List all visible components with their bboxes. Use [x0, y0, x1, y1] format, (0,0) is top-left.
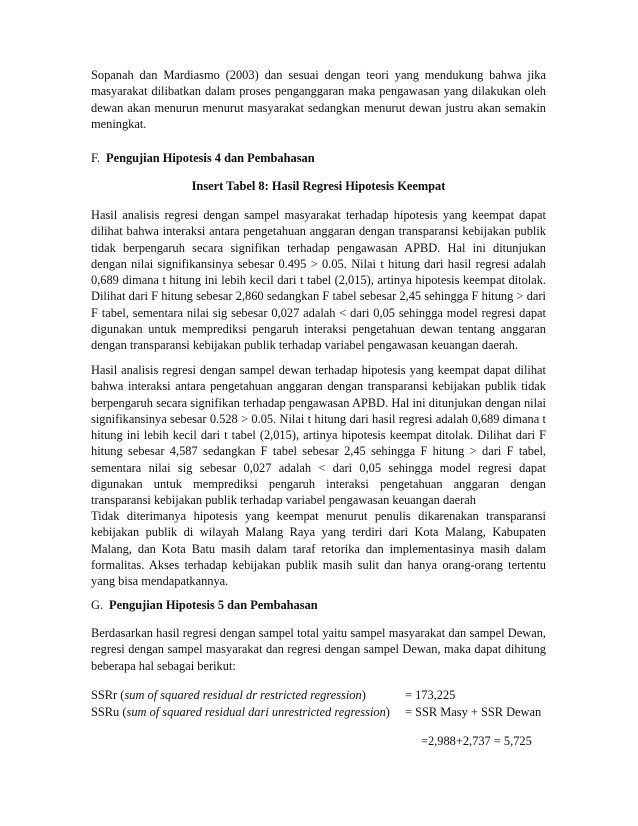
paragraph-total-sample: Berdasarkan hasil regresi dengan sampel total yaitu sampel masyarakat dan sampel Dewan, regresi dengan sampel masyarakat dan regresi dengan sampel Dewan, maka dapat dihitung beberapa hal sebagai berikut:	[91, 626, 546, 673]
paragraph-dewan-regression: Hasil analisis regresi dengan sampel dewan terhadap hipotesis yang keempat dapat dilihat bahwa interaksi antara pengetahuan anggaran dengan transparansi kebijakan publik tidak berpengaruh secara signifikan terhadap pengawasan APBD. Hal ini ditunjukan dengan nilai signifikansinya sebesar 0.528 > 0.05. Nilai t hitung dari hasil regresi adalah 0,689 dimana t hitung ini lebih kecil dari t tabel (2,015), artinya hipotesis keempat ditolak. Dilihat dari F hitung sebesar 4,587 sedangkan F tabel sebesar 2,45 sehingga F hitung > dari F tabel, sementara nilai sig sebesar 0,027 adalah < dari 0,05 sehingga model regresi dapat digunakan untuk memprediksi pengaruh interaksi pengetahuan anggaran dengan transparansi kebijakan publik terhadap variabel pengawasan keuangan daerah	[91, 363, 546, 508]
ssr-abbr: SSRr	[91, 688, 118, 702]
section-heading-g	[91, 597, 546, 613]
ssr-restricted-value: = 173,225	[405, 688, 456, 702]
section-letter: F.	[91, 151, 100, 165]
ssr-unrestricted-row	[91, 704, 561, 721]
paren-open: (	[120, 688, 125, 702]
paren-open: (	[122, 705, 127, 719]
paragraph-sopanah: Sopanah dan Mardiasmo (2003) dan sesuai dengan teori yang mendukung bahwa jika masyarakat dilibatkan dalam proses penganggaran maka pengawasan yang dilakukan oleh dewan akan menurun menurut masyarakat sedangkan menurut dewan justru akan semakin meningkat.	[91, 68, 546, 131]
ssr-description: sum of squared residual dari unrestricted regression	[126, 705, 386, 719]
paragraph-masyarakat-regression: Hasil analisis regresi dengan sampel masyarakat terhadap hipotesis yang keempat dapat dilihat bahwa interaksi antara pengetahuan anggaran dengan transparansi kebijakan publik tidak berpengaruh secara signifikan terhadap pengawasan APBD. Hal ini ditunjukan dengan nilai signifikansinya sebesar 0.495 > 0.05. Nilai t hitung dari hasil regresi adalah 0,689 dimana t hitung ini lebih kecil dari t tabel (2,015), artinya hipotesis keempat ditolak. Dilihat dari F hitung sebesar 2,860 sedangkan F tabel sebesar 2,45 sehingga F hitung > dari F tabel, sementara nilai sig sebesar 0,027 adalah < dari 0,05 sehingga model regresi dapat digunakan untuk memprediksi pengaruh interaksi pengetahuan dewan tentang anggaran dengan transparansi kebijakan publik terhadap variabel pengawasan keuangan daerah.	[91, 208, 546, 353]
ssr-unrestricted-value: = SSR Masy + SSR Dewan	[405, 705, 542, 719]
ssr-unrestricted-label	[91, 704, 390, 720]
paren-close: )	[361, 688, 366, 702]
ssr-abbr: SSRu	[91, 705, 120, 719]
section-letter: G.	[91, 598, 104, 612]
section-title: Pengujian Hipotesis 4 dan Pembahasan	[106, 151, 315, 165]
table-insert-title: Insert Tabel 8: Hasil Regresi Hipotesis Keempat	[191, 179, 446, 193]
paragraph-hypothesis-rejected: Tidak diterimanya hipotesis yang keempat menurut penulis dikarenakan transparansi kebijakan publik di wilayah Malang Raya yang terdiri dari Kota Malang, Kabupaten Malang, dan Kota Batu masih dalam taraf retorika dan implementasinya masih dalam formalitas. Akses terhadap kebijakan publik masih sulit dan hanya orang-orang tertentu yang bisa mendapatkannya.	[91, 509, 546, 589]
ssr-description: sum of squared residual dr restricted regression	[124, 688, 362, 702]
section-title: Pengujian Hipotesis 5 dan Pembahasan	[109, 598, 318, 612]
section-heading-f	[91, 150, 546, 166]
ssr-restricted-row	[91, 687, 561, 704]
paren-close: )	[385, 705, 390, 719]
ssr-restricted-label	[91, 687, 366, 703]
ssr-sum-calculation: =2,988+2,737 = 5,725	[421, 734, 532, 748]
